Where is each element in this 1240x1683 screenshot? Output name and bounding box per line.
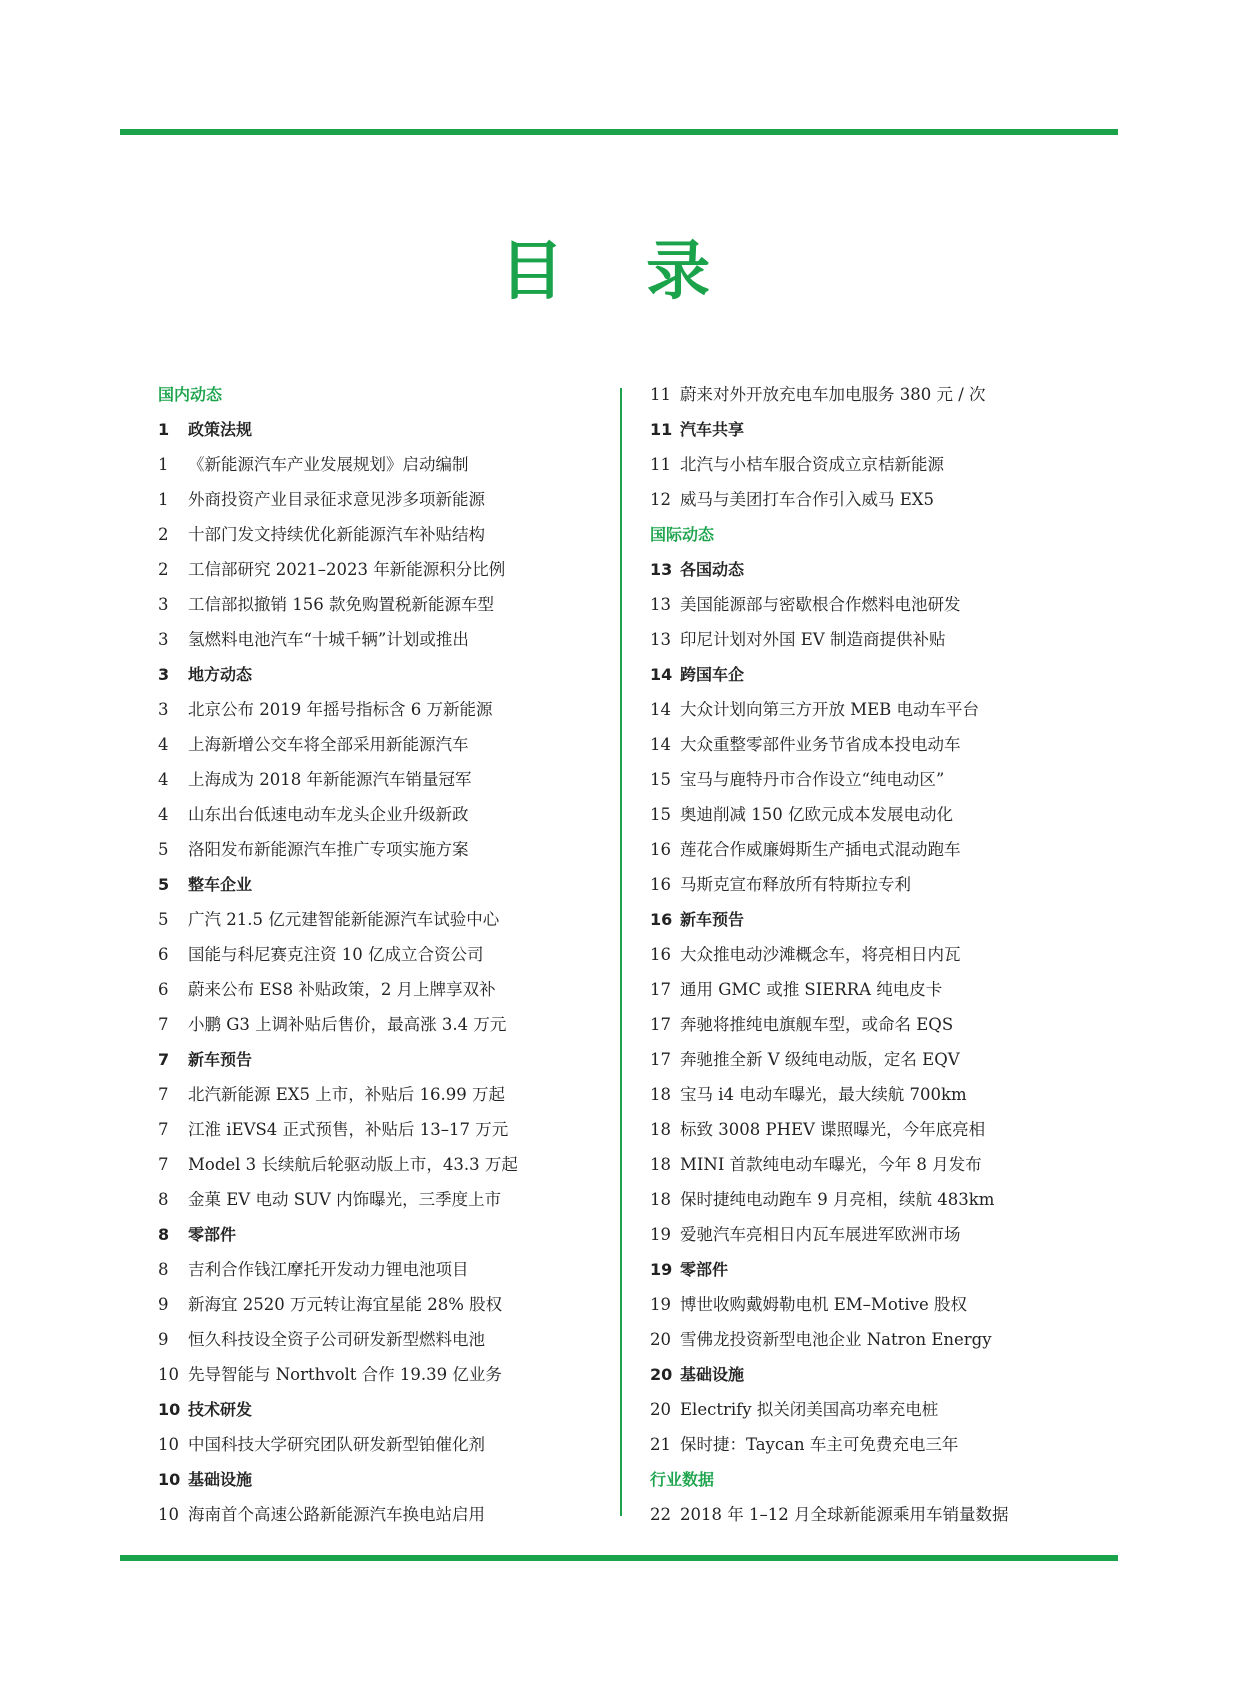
toc-title: 上海新增公交车将全部采用新能源汽车 xyxy=(188,735,469,754)
toc-entry[interactable] xyxy=(158,1182,628,1217)
toc-page-number: 8 xyxy=(158,1260,169,1279)
toc-title: 技术研发 xyxy=(188,1400,253,1419)
toc-page-number: 4 xyxy=(158,735,169,754)
toc-title: 金菓 EV 电动 SUV 内饰曝光，三季度上市 xyxy=(188,1190,502,1209)
toc-title: 宝马 i4 电动车曝光，最大续航 700km xyxy=(680,1085,967,1104)
toc-entry[interactable] xyxy=(650,447,1120,482)
toc-entry[interactable] xyxy=(158,447,628,482)
toc-title: Model 3 长续航后轮驱动版上市，43.3 万起 xyxy=(188,1155,518,1174)
toc-page-number: 16 xyxy=(650,840,671,859)
toc-section[interactable] xyxy=(158,657,628,692)
toc-entry[interactable] xyxy=(650,692,1120,727)
toc-page-number: 16 xyxy=(650,875,671,894)
toc-page-number: 9 xyxy=(158,1330,169,1349)
toc-title: 奥迪削减 150 亿欧元成本发展电动化 xyxy=(680,805,953,824)
toc-page-number: 10 xyxy=(158,1470,181,1489)
toc-page-number: 8 xyxy=(158,1225,170,1244)
toc-entry[interactable] xyxy=(650,622,1120,657)
toc-entry[interactable] xyxy=(158,1112,628,1147)
toc-title: 保时捷：Taycan 车主可免费充电三年 xyxy=(680,1435,959,1454)
toc-title: 北汽新能源 EX5 上市，补贴后 16.99 万起 xyxy=(188,1085,506,1104)
toc-title: 新车预告 xyxy=(680,910,745,929)
toc-title: 基础设施 xyxy=(188,1470,253,1489)
toc-title: 上海成为 2018 年新能源汽车销量冠军 xyxy=(188,770,472,789)
toc-page-number: 15 xyxy=(650,770,671,789)
toc-title: 《新能源汽车产业发展规划》启动编制 xyxy=(188,455,469,474)
toc-page-number: 3 xyxy=(158,595,169,614)
toc-title: 中国科技大学研究团队研发新型铂催化剂 xyxy=(188,1435,485,1454)
toc-section[interactable] xyxy=(650,1252,1120,1287)
toc-entry[interactable] xyxy=(158,727,628,762)
toc-entry[interactable] xyxy=(650,1182,1120,1217)
toc-page-number: 19 xyxy=(650,1260,673,1279)
toc-title: 博世收购戴姆勒电机 EM–Motive 股权 xyxy=(680,1295,968,1314)
toc-title: 广汽 21.5 亿元建智能新能源汽车试验中心 xyxy=(188,910,500,929)
toc-title: 雪佛龙投资新型电池企业 Natron Energy xyxy=(680,1330,992,1349)
toc-page-number: 2 xyxy=(158,560,169,579)
toc-page-number: 11 xyxy=(650,420,673,439)
toc-entry[interactable] xyxy=(158,832,628,867)
toc-page-number: 7 xyxy=(158,1120,169,1139)
toc-title: 爱驰汽车亮相日内瓦车展进军欧洲市场 xyxy=(680,1225,961,1244)
toc-page-number: 13 xyxy=(650,630,671,649)
toc-page-number: 2 xyxy=(158,525,169,544)
toc-page-number: 10 xyxy=(158,1435,179,1454)
toc-page-number: 19 xyxy=(650,1295,671,1314)
toc-page-number: 5 xyxy=(158,840,169,859)
toc-title: 吉利合作钱江摩托开发动力锂电池项目 xyxy=(188,1260,469,1279)
toc-title: 小鹏 G3 上调补贴后售价，最高涨 3.4 万元 xyxy=(188,1015,507,1034)
toc-title: 零部件 xyxy=(680,1260,729,1279)
toc-page-number: 16 xyxy=(650,945,671,964)
top-rule xyxy=(120,129,1118,135)
toc-title: 地方动态 xyxy=(188,665,253,684)
toc-page-number: 7 xyxy=(158,1050,170,1069)
toc-title: 通用 GMC 或推 SIERRA 纯电皮卡 xyxy=(680,980,943,999)
toc-entry[interactable] xyxy=(158,1287,628,1322)
toc-title: 宝马与鹿特丹市合作设立“纯电动区” xyxy=(680,770,945,789)
toc-section[interactable] xyxy=(650,902,1120,937)
toc-title: 洛阳发布新能源汽车推广专项实施方案 xyxy=(188,840,469,859)
toc-title: 各国动态 xyxy=(680,560,745,579)
toc-title: 北京公布 2019 年摇号指标含 6 万新能源 xyxy=(188,700,493,719)
toc-category: 国内动态 xyxy=(158,385,223,404)
toc-page-number: 14 xyxy=(650,735,671,754)
toc-entry[interactable] xyxy=(158,1077,628,1112)
toc-title: 基础设施 xyxy=(680,1365,745,1384)
toc-page-number: 3 xyxy=(158,700,169,719)
toc-entry[interactable] xyxy=(158,1007,628,1042)
toc-entry[interactable] xyxy=(650,727,1120,762)
toc-page-number: 20 xyxy=(650,1365,673,1384)
toc-title: 奔驰推全新 V 级纯电动版，定名 EQV xyxy=(680,1050,960,1069)
toc-entry[interactable] xyxy=(650,1042,1120,1077)
toc-entry[interactable] xyxy=(650,1427,1120,1462)
toc-title: 蔚来公布 ES8 补贴政策，2 月上牌享双补 xyxy=(188,980,496,999)
toc-page-number: 7 xyxy=(158,1085,169,1104)
toc-title: 零部件 xyxy=(188,1225,237,1244)
toc-title: 海南首个高速公路新能源汽车换电站启用 xyxy=(188,1505,485,1524)
toc-page-number: 4 xyxy=(158,770,169,789)
toc-title: 工信部研究 2021–2023 年新能源积分比例 xyxy=(188,560,506,579)
toc-section[interactable] xyxy=(158,867,628,902)
toc-page-number: 18 xyxy=(650,1085,671,1104)
toc-title: 山东出台低速电动车龙头企业升级新政 xyxy=(188,805,469,824)
toc-entry[interactable] xyxy=(650,832,1120,867)
toc-right-column xyxy=(650,377,1120,1532)
toc-page-number: 17 xyxy=(650,980,671,999)
toc-entry[interactable] xyxy=(650,1112,1120,1147)
toc-category: 国际动态 xyxy=(650,525,715,544)
toc-entry[interactable] xyxy=(158,1357,628,1392)
toc-title: 保时捷纯电动跑车 9 月亮相，续航 483km xyxy=(680,1190,995,1209)
toc-page-number: 16 xyxy=(650,910,673,929)
toc-category: 行业数据 xyxy=(650,1470,715,1489)
toc-section[interactable] xyxy=(158,1217,628,1252)
toc-page-number: 6 xyxy=(158,980,169,999)
toc-entry[interactable] xyxy=(158,1252,628,1287)
toc-entry[interactable] xyxy=(650,1077,1120,1112)
toc-section[interactable] xyxy=(650,552,1120,587)
toc-title: 蔚来对外开放充电车加电服务 380 元 / 次 xyxy=(680,385,986,404)
toc-title: 马斯克宣布释放所有特斯拉专利 xyxy=(680,875,911,894)
toc-page-number: 19 xyxy=(650,1225,671,1244)
toc-page-number: 14 xyxy=(650,665,673,684)
toc-title: 整车企业 xyxy=(188,875,253,894)
toc-title: 工信部拟撤销 156 款免购置税新能源车型 xyxy=(188,595,494,614)
toc-entry[interactable] xyxy=(650,1007,1120,1042)
toc-entry[interactable] xyxy=(158,517,628,552)
toc-page-number: 15 xyxy=(650,805,671,824)
toc-title: 政策法规 xyxy=(188,420,253,439)
toc-entry[interactable] xyxy=(650,762,1120,797)
toc-title: 2018 年 1–12 月全球新能源乘用车销量数据 xyxy=(680,1505,1009,1524)
toc-page-number: 3 xyxy=(158,630,169,649)
toc-entry[interactable] xyxy=(158,1147,628,1182)
toc-left-column xyxy=(158,377,628,1532)
toc-page-number: 10 xyxy=(158,1505,179,1524)
toc-title: 大众推电动沙滩概念车，将亮相日内瓦 xyxy=(680,945,961,964)
toc-entry[interactable] xyxy=(158,587,628,622)
toc-title: 江淮 iEVS4 正式预售，补贴后 13–17 万元 xyxy=(188,1120,509,1139)
toc-title: Electrify 拟关闭美国高功率充电桩 xyxy=(680,1400,939,1419)
toc-entry[interactable] xyxy=(650,482,1120,517)
toc-entry[interactable] xyxy=(158,482,628,517)
toc-section[interactable] xyxy=(158,412,628,447)
toc-title: 恒久科技设全资子公司研发新型燃料电池 xyxy=(188,1330,485,1349)
toc-title: 新海宜 2520 万元转让海宜星能 28% 股权 xyxy=(188,1295,503,1314)
toc-page-number: 11 xyxy=(650,455,671,474)
toc-title: 印尼计划对外国 EV 制造商提供补贴 xyxy=(680,630,946,649)
toc-entry[interactable] xyxy=(158,692,628,727)
toc-page-number: 6 xyxy=(158,945,169,964)
toc-entry[interactable] xyxy=(650,867,1120,902)
toc-entry[interactable] xyxy=(650,1497,1120,1532)
toc-entry[interactable] xyxy=(158,937,628,972)
toc-title: 标致 3008 PHEV 谍照曝光，今年底亮相 xyxy=(680,1120,986,1139)
toc-entry[interactable] xyxy=(158,552,628,587)
toc-title: 氢燃料电池汽车“十城千辆”计划或推出 xyxy=(188,630,469,649)
toc-title: 北汽与小桔车服合资成立京桔新能源 xyxy=(680,455,944,474)
toc-page-number: 8 xyxy=(158,1190,169,1209)
toc-page-number: 21 xyxy=(650,1435,671,1454)
toc-page-number: 4 xyxy=(158,805,169,824)
toc-page-number: 20 xyxy=(650,1400,671,1419)
toc-page-number: 3 xyxy=(158,665,170,684)
toc-title: 外商投资产业目录征求意见涉多项新能源 xyxy=(188,490,485,509)
toc-title: 汽车共享 xyxy=(680,420,745,439)
toc-section[interactable] xyxy=(158,1392,628,1427)
toc-section[interactable] xyxy=(650,412,1120,447)
toc-entry[interactable] xyxy=(158,797,628,832)
toc-entry[interactable] xyxy=(650,1322,1120,1357)
toc-page-number: 17 xyxy=(650,1050,671,1069)
toc-entry[interactable] xyxy=(650,1287,1120,1322)
page-title: 目 录 xyxy=(499,235,741,309)
toc-title: 奔驰将推纯电旗舰车型，或命名 EQS xyxy=(680,1015,954,1034)
toc-entry[interactable] xyxy=(158,1322,628,1357)
toc-title: 莲花合作威廉姆斯生产插电式混动跑车 xyxy=(680,840,961,859)
toc-entry[interactable] xyxy=(650,972,1120,1007)
toc-page-number: 1 xyxy=(158,490,169,509)
toc-entry[interactable] xyxy=(158,762,628,797)
toc-page-number: 22 xyxy=(650,1505,671,1524)
toc-title: 新车预告 xyxy=(188,1050,253,1069)
toc-section[interactable] xyxy=(650,657,1120,692)
toc-section[interactable] xyxy=(650,1357,1120,1392)
toc-page-number: 5 xyxy=(158,910,169,929)
toc-entry[interactable] xyxy=(650,1217,1120,1252)
toc-title: 国能与科尼赛克注资 10 亿成立合资公司 xyxy=(188,945,484,964)
toc-title: MINI 首款纯电动车曝光，今年 8 月发布 xyxy=(680,1155,982,1174)
toc-page-number: 11 xyxy=(650,385,671,404)
toc-title: 威马与美团打车合作引入威马 EX5 xyxy=(680,490,935,509)
toc-entry[interactable] xyxy=(650,797,1120,832)
toc-page-number: 10 xyxy=(158,1400,181,1419)
toc-page-number: 13 xyxy=(650,560,673,579)
toc-title: 先导智能与 Northvolt 合作 19.39 亿业务 xyxy=(188,1365,502,1384)
toc-entry[interactable] xyxy=(650,937,1120,972)
toc-page-number: 14 xyxy=(650,700,671,719)
toc-page-number: 18 xyxy=(650,1155,671,1174)
toc-entry[interactable] xyxy=(158,622,628,657)
toc-page-number: 13 xyxy=(650,595,671,614)
toc-page-number: 12 xyxy=(650,490,671,509)
toc-page-number: 17 xyxy=(650,1015,671,1034)
toc-entry[interactable] xyxy=(158,1497,628,1532)
toc-title: 大众重整零部件业务节省成本投电动车 xyxy=(680,735,961,754)
bottom-rule xyxy=(120,1555,1118,1561)
toc-entry[interactable] xyxy=(650,377,1120,412)
toc-page-number: 9 xyxy=(158,1295,169,1314)
toc-title: 跨国车企 xyxy=(680,665,745,684)
toc-page-number: 7 xyxy=(158,1015,169,1034)
toc-entry[interactable] xyxy=(650,1147,1120,1182)
toc-title: 十部门发文持续优化新能源汽车补贴结构 xyxy=(188,525,485,544)
toc-page-number: 10 xyxy=(158,1365,179,1384)
toc-entry[interactable] xyxy=(650,1392,1120,1427)
toc-entry[interactable] xyxy=(650,587,1120,622)
toc-page-number: 1 xyxy=(158,455,169,474)
toc-title: 大众计划向第三方开放 MEB 电动车平台 xyxy=(680,700,980,719)
toc-page-number: 1 xyxy=(158,420,170,439)
toc-page-number: 5 xyxy=(158,875,170,894)
toc-entry[interactable] xyxy=(158,1427,628,1462)
toc-page-number: 18 xyxy=(650,1190,671,1209)
toc-page-number: 20 xyxy=(650,1330,671,1349)
toc-entry[interactable] xyxy=(158,902,628,937)
toc-page-number: 7 xyxy=(158,1155,169,1174)
toc-section[interactable] xyxy=(158,1462,628,1497)
toc-entry[interactable] xyxy=(158,972,628,1007)
toc-section[interactable] xyxy=(158,1042,628,1077)
toc-title: 美国能源部与密歇根合作燃料电池研发 xyxy=(680,595,961,614)
toc-page-number: 18 xyxy=(650,1120,671,1139)
